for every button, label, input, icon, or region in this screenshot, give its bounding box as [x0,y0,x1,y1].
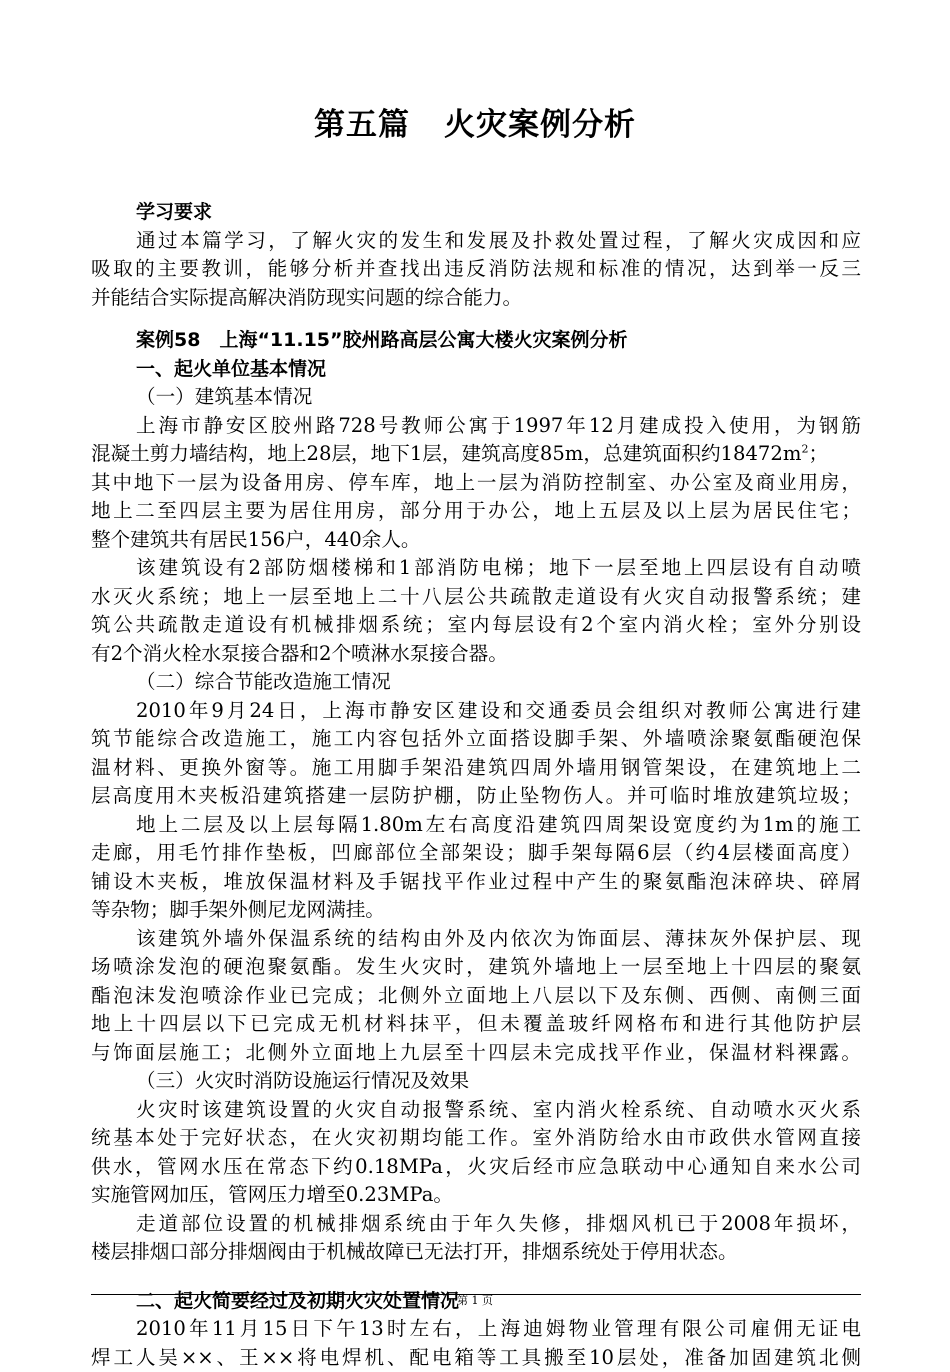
para-line: 走廊，用毛竹排作垫板，凹廊部位全部架设；脚手架每隔6层（约4层楼面高度） [91,839,861,868]
para-line: 筑节能综合改造施工，施工内容包括外立面搭设脚手架、外墙喷涂聚氨酯硬泡保 [91,725,861,754]
page-title [0,103,950,147]
para-line-tail: ； [808,442,828,465]
para-line: 该建筑外墙外保温系统的结构由外及内依次为饰面层、薄抹灰外保护层、现 [91,925,861,954]
para-line: 楼层排烟口部分排烟阀由于机械故障已无法打开，排烟系统处于停用状态。 [91,1238,861,1267]
subsection-heading-1: （一）建筑基本情况 [91,383,861,412]
para-line: 筑公共疏散走道设有机械排烟系统；室内每层设有2个室内消火栓；室外分别设 [91,611,861,640]
para-line: 火灾时该建筑设置的火灾自动报警系统、室内消火栓系统、自动喷水灭火系 [91,1096,861,1125]
para-line: 实施管网加压，管网压力增至0.23MPa。 [91,1181,861,1210]
subsection-heading-2: （二）综合节能改造施工情况 [91,668,861,697]
para-line: 该建筑设有2部防烟楼梯和1部消防电梯；地下一层至地上四层设有自动喷 [91,554,861,583]
para-line: 酯泡沫发泡喷涂作业已完成；北侧外立面地上八层以下及东侧、西侧、南侧三面 [91,982,861,1011]
para-line: 场喷涂发泡的硬泡聚氨酯。发生火灾时，建筑外墙地上一层至地上十四层的聚氨 [91,953,861,982]
para-line: 铺设木夹板，堆放保温材料及手锯找平作业过程中产生的聚氨酯泡沫碎块、碎屑 [91,868,861,897]
document-body [91,198,861,1372]
para-line: 其中地下一层为设备用房、停车库，地上一层为消防控制室、办公室及商业用房， [91,469,861,498]
case-title: 案例58 上海“11.15”胶州路高层公寓大楼火灾案例分析 [91,326,861,355]
superscript: 2 [801,442,808,455]
para-line: 温材料、更换外窗等。施工用脚手架沿建筑四周外墙用钢管架设，在建筑地上二 [91,754,861,783]
para-line: 焊工人吴××、王××将电焊机、配电箱等工具搬至10层处，准备加固建筑北侧 [91,1344,861,1372]
para-line: 地上十四层以下已完成无机材料抹平，但未覆盖玻纤网格布和进行其他防护层 [91,1010,861,1039]
para-line: 层高度用木夹板沿建筑搭建一层防护棚，防止坠物伤人。并可临时堆放建筑垃圾； [91,782,861,811]
req-heading: 学习要求 [91,198,861,227]
req-line: 并能结合实际提高解决消防现实问题的综合能力。 [91,284,861,313]
para-line: 地上二至四层主要为居住用房，部分用于办公，地上五层及以上层为居民住宅； [91,497,861,526]
page-number: 第 1 页 [0,1294,950,1308]
para-line [91,440,861,469]
para-line: 供水，管网水压在常态下约0.18MPa，火灾后经市应急联动中心通知自来水公司 [91,1153,861,1182]
para-line: 与饰面层施工；北侧外立面地上九层至十四层未完成找平作业，保温材料裸露。 [91,1039,861,1068]
para-line: 上海市静安区胶州路728号教师公寓于1997年12月建成投入使用，为钢筋 [91,412,861,441]
title-part: 第五篇 [314,107,410,143]
req-line: 吸取的主要教训，能够分析并查找出违反消防法规和标准的情况，达到举一反三 [91,255,861,284]
para-line-text: 混凝土剪力墙结构，地上28层，地下1层，建筑高度85m，总建筑面积约18472m [91,442,801,465]
title-name: 火灾案例分析 [444,107,636,143]
section-heading-1: 一、起火单位基本情况 [91,355,861,384]
para-line: 水灭火系统；地上一层至地上二十八层公共疏散走道设有火灾自动报警系统；建 [91,583,861,612]
para-line: 统基本处于完好状态，在火灾初期均能工作。室外消防给水由市政供水管网直接 [91,1124,861,1153]
para-line: 2010年9月24日，上海市静安区建设和交通委员会组织对教师公寓进行建 [91,697,861,726]
section-heading-2: 二、起火简要经过及初期火灾处置情况 [91,1287,861,1316]
para-line: 走道部位设置的机械排烟系统由于年久失修，排烟风机已于2008年损坏， [91,1210,861,1239]
para-line: 地上二层及以上层每隔1.80m左右高度沿建筑四周架设宽度约为1m的施工 [91,811,861,840]
para-line: 整个建筑共有居民156户，440余人。 [91,526,861,555]
para-line: 2010年11月15日下午13时左右，上海迪姆物业管理有限公司雇佣无证电 [91,1315,861,1344]
req-line: 通过本篇学习，了解火灾的发生和发展及扑救处置过程，了解火灾成因和应 [91,227,861,256]
subsection-heading-3: （三）火灾时消防设施运行情况及效果 [91,1067,861,1096]
para-line: 等杂物；脚手架外侧尼龙网满挂。 [91,896,861,925]
para-line: 有2个消火栓水泵接合器和2个喷淋水泵接合器。 [91,640,861,669]
